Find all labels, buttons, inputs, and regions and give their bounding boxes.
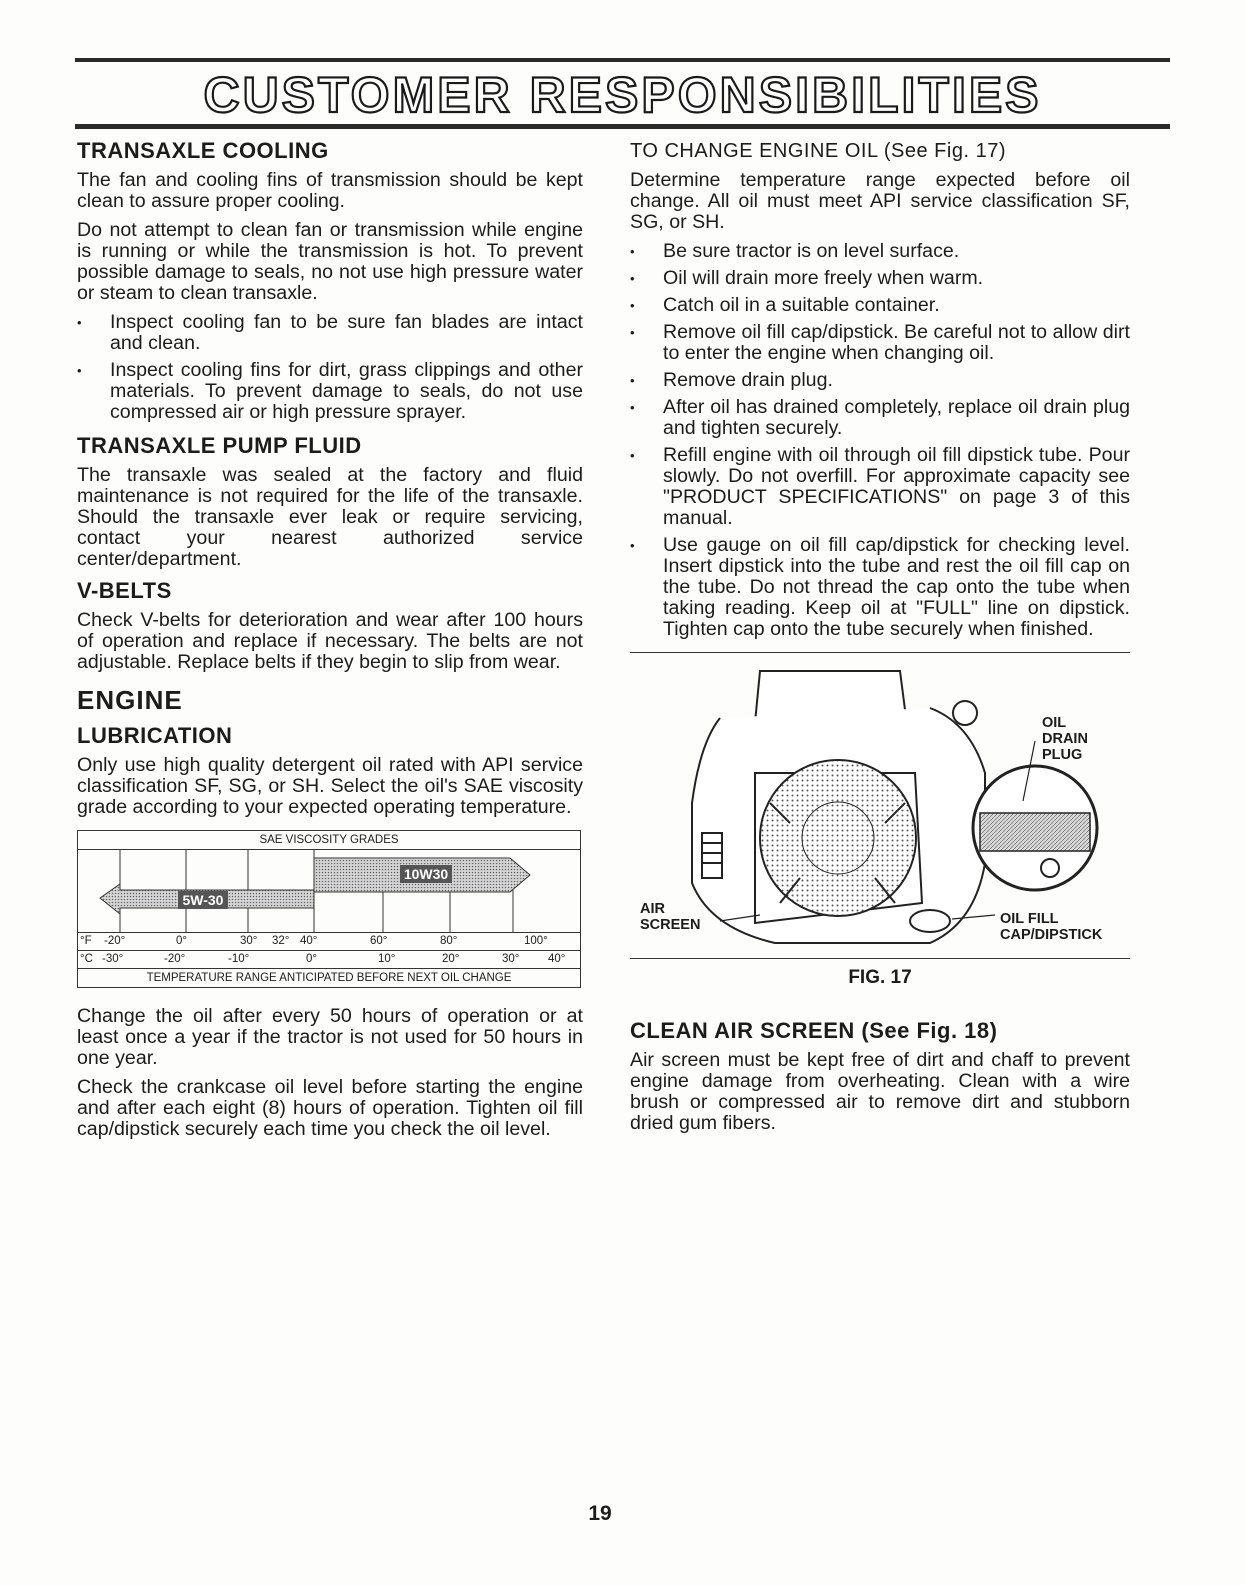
vbelts-heading: V-BELTS: [77, 578, 172, 603]
paragraph: Check V-belts for deterioration and wear after 100 hours of operation and replace if necessary. The belts are not adjustable. Replace belts if they begin to slip from wear.: [77, 609, 583, 673]
list-item: • After oil has drained completely, replace oil drain plug and tighten securely.: [630, 397, 1130, 439]
pump-fluid-heading: TRANSAXLE PUMP FLUID: [77, 433, 362, 458]
left-column: [77, 138, 583, 1148]
tick-label: 80°: [440, 935, 458, 947]
list-item: • Remove drain plug.: [630, 370, 1130, 391]
clean-air-heading: CLEAN AIR SCREEN (See Fig. 18): [630, 1018, 998, 1043]
paragraph: The fan and cooling fins of transmission should be kept clean to assure proper cooling.: [77, 169, 583, 212]
tick-label: -30°: [102, 953, 124, 965]
list-item: • Catch oil in a suitable container.: [630, 295, 1130, 316]
list-item: • Be sure tractor is on level surface.: [630, 241, 1130, 262]
oil-fill-callout: OIL FILL CAP/DIPSTICK: [1000, 911, 1103, 943]
tick-label: 0°: [176, 935, 187, 947]
page-title: CUSTOMER RESPONSIBILITIES: [203, 67, 1042, 123]
change-oil-heading: TO CHANGE ENGINE OIL (See Fig. 17): [630, 140, 1006, 162]
tick-label: 30°: [502, 953, 520, 965]
grade-10w30-label: 10W30: [403, 866, 449, 882]
right-column: [630, 138, 1130, 1142]
tick-label: -10°: [228, 953, 250, 965]
list-item: • Inspect cooling fins for dirt, grass clippings and other materials. To prevent damage to seals, do not use compressed air or high pressure sprayer.: [77, 360, 583, 423]
viscosity-chart: [77, 830, 581, 988]
paragraph: Only use high quality detergent oil rated with API service classification SF, SG, or SH. Select the oil's SAE viscosity grade according to your expected operating temperature.: [77, 754, 583, 818]
fahrenheit-row: [78, 932, 580, 950]
grade-5w30-label: 5W-30: [182, 892, 224, 908]
f-unit: °F: [80, 935, 92, 947]
figure-caption: FIG. 17: [848, 967, 912, 988]
engine-heading: ENGINE: [77, 685, 183, 715]
tick-label: 40°: [300, 935, 318, 947]
paragraph: Air screen must be kept free of dirt and chaff to prevent engine damage from overheating. Clean with a wire brush or compressed air to remove dirt and stubborn dried gum fibers.: [630, 1049, 1130, 1134]
tick-label: 40°: [548, 953, 566, 965]
list-item: • Use gauge on oil fill cap/dipstick for checking level. Insert dipstick into the tube and rest the oil fill cap on the tube. Do not thread the cap onto the tube when taking reading. Keep oil at "FULL" line on dipstick. Tighten cap onto the tube securely when finished.: [630, 535, 1130, 640]
paragraph: Check the crankcase oil level before starting the engine and after each eight (8) hours of operation. Tighten oil fill cap/dipstick securely each time you check the oil level.: [77, 1076, 583, 1140]
list-item: • Inspect cooling fan to be sure fan blades are intact and clean.: [77, 312, 583, 354]
tick-label: 100°: [524, 935, 548, 947]
paragraph: The transaxle was sealed at the factory and fluid maintenance is not required for the life of the transaxle. Should the transaxle ever leak or require servicing, contact your nearest authorized service center/department.: [77, 464, 583, 570]
tick-label: 10°: [378, 953, 396, 965]
oil-drain-plug-callout: OIL DRAIN PLUG: [1042, 715, 1088, 763]
paragraph: Determine temperature range expected before oil change. All oil must meet API service classification SF, SG, or SH.: [630, 169, 1130, 233]
tick-label: 0°: [306, 953, 317, 965]
celsius-row: [78, 950, 580, 968]
c-unit: °C: [80, 953, 93, 965]
tick-label: -20°: [104, 935, 126, 947]
air-screen-callout: AIR SCREEN: [640, 901, 701, 933]
viscosity-chart-title: SAE VISCOSITY GRADES: [78, 831, 580, 850]
tick-label: 30°: [240, 935, 258, 947]
engine-figure: [630, 652, 1130, 959]
top-rule: [75, 58, 1170, 62]
tick-label: 60°: [370, 935, 388, 947]
viscosity-arrows: [78, 850, 580, 932]
bullet-list: [77, 312, 583, 423]
lubrication-heading: LUBRICATION: [77, 723, 233, 748]
paragraph: Do not attempt to clean fan or transmission while engine is running or while the transmission is hot. To prevent possible damage to seals, no not use high pressure water or steam to clean transaxle.: [77, 219, 583, 304]
list-item: • Refill engine with oil through oil fill dipstick tube. Pour slowly. Do not overfill. For approximate capacity see "PRODUCT SPECIFICATIONS" on page 3 of this manual.: [630, 445, 1130, 529]
tick-label: 20°: [442, 953, 460, 965]
tick-label: 32°: [272, 935, 290, 947]
list-item: • Remove oil fill cap/dipstick. Be careful not to allow dirt to enter the engine when changing oil.: [630, 322, 1130, 364]
tick-label: -20°: [164, 953, 186, 965]
list-item: • Oil will drain more freely when warm.: [630, 268, 1130, 289]
paragraph: Change the oil after every 50 hours of operation or at least once a year if the tractor is not used for 50 hours in one year.: [77, 1005, 583, 1069]
transaxle-cooling-heading: TRANSAXLE COOLING: [77, 138, 329, 163]
viscosity-chart-footer: TEMPERATURE RANGE ANTICIPATED BEFORE NEXT OIL CHANGE: [78, 968, 580, 987]
title-rule: [75, 124, 1170, 129]
bullet-list: [630, 241, 1130, 640]
page-number: 19: [588, 1502, 612, 1525]
